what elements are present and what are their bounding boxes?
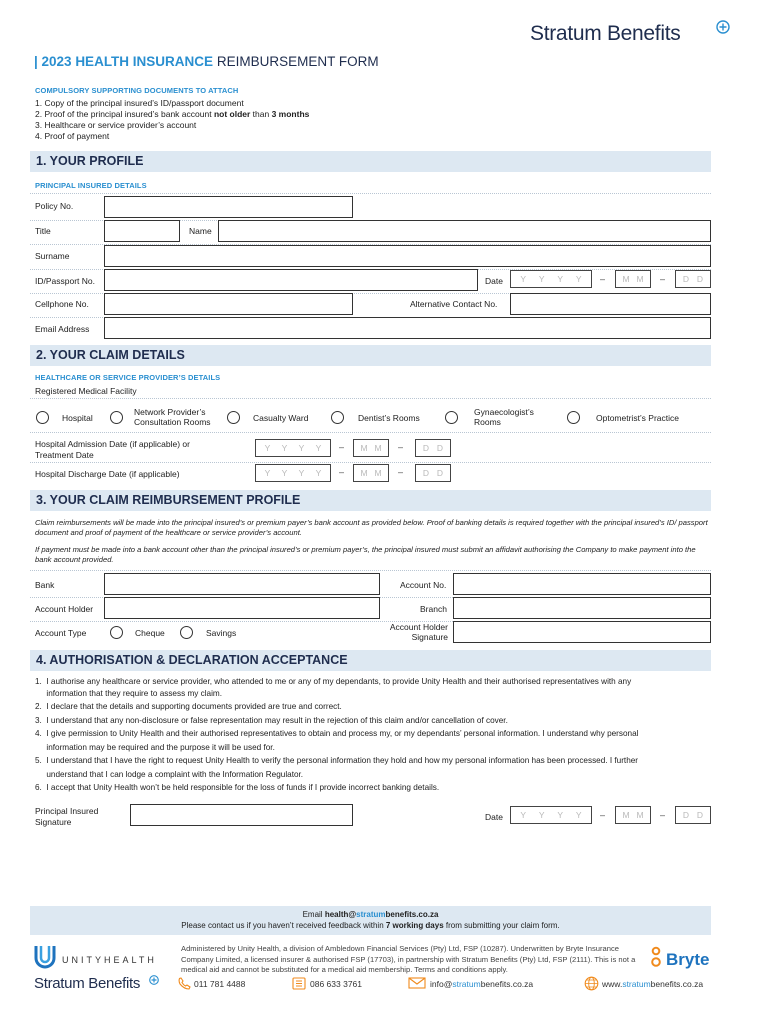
date-label: Date [485, 276, 503, 286]
branch-label: Branch [420, 604, 447, 614]
discharge-label: Hospital Discharge Date (if applicable) [35, 469, 180, 479]
email-input[interactable] [104, 317, 711, 339]
id-label: ID/Passport No. [35, 276, 95, 286]
savings-label: Savings [206, 628, 237, 638]
declaration-item: understand that I can lodge a complaint with the Information Regulator. [35, 769, 304, 779]
unity-health-logo-text: UNITYHEALTH [62, 955, 157, 965]
date-day-input[interactable]: D D [675, 270, 711, 288]
date-dash: – [339, 442, 345, 452]
declaration-item: 5. I understand that I have the right to request Unity Health to verify the personal information they hold and how my personal information has been processed. I further [35, 756, 639, 765]
docs-list [35, 98, 309, 142]
declaration-item: 2. I declare that the details and supporting documents provided are true and correct. [35, 702, 342, 711]
radio-casualty[interactable] [227, 411, 240, 424]
bank-input[interactable] [104, 573, 380, 595]
discharge-year-input[interactable]: Y Y Y Y [255, 464, 331, 482]
declaration-list [35, 676, 715, 794]
docs-item: 2. Proof of the principal insured’s bank account not older than 3 months [35, 109, 310, 119]
signature-date-label: Date [485, 812, 503, 822]
radio-hospital[interactable] [36, 411, 49, 424]
cellphone-input[interactable] [104, 293, 353, 315]
admission-year-input[interactable]: Y Y Y Y [255, 439, 331, 457]
signature-year-input[interactable]: Y Y Y Y [510, 806, 592, 824]
title-suffix: REIMBURSEMENT FORM [213, 54, 379, 69]
option-casualty: Casualty Ward [253, 413, 309, 423]
section-profile-header: 1. YOUR PROFILE [30, 151, 711, 172]
discharge-day-input[interactable]: D D [415, 464, 451, 482]
plus-circle-icon [149, 975, 159, 985]
signature-day-input[interactable]: D D [675, 806, 711, 824]
provider-heading: HEALTHCARE OR SERVICE PROVIDER’S DETAILS [35, 373, 221, 382]
date-year-input[interactable]: Y Y Y Y [510, 270, 592, 288]
date-month-input[interactable]: M M [615, 270, 651, 288]
docs-item: 3. Healthcare or service provider’s account [35, 120, 197, 130]
radio-gynaecologist[interactable] [445, 411, 458, 424]
footer-contact-line: Please contact us if you haven’t received feedback within 7 working days from submitting your claim form. [181, 921, 560, 930]
section-reimbursement-header: 3. YOUR CLAIM REIMBURSEMENT PROFILE [30, 490, 711, 511]
radio-network-provider[interactable] [110, 411, 123, 424]
account-no-input[interactable] [453, 573, 711, 595]
page-title [34, 54, 379, 69]
option-optometrist: Optometrist’s Practice [596, 413, 679, 423]
declaration-item: 3. I understand that any non-disclosure or false representation may result in the rejection of this claim and/or cancellation of cover. [35, 715, 508, 725]
footer-website[interactable]: www.stratumbenefits.co.za [602, 979, 704, 989]
facility-label: Registered Medical Facility [35, 386, 137, 396]
policy-label: Policy No. [35, 201, 74, 211]
date-dash: – [660, 810, 666, 820]
docs-item: 1. Copy of the principal insured’s ID/passport document [35, 98, 244, 108]
mail-icon [408, 977, 426, 989]
option-dentist: Dentist’s Rooms [358, 413, 420, 423]
radio-savings[interactable] [180, 626, 193, 639]
footer-disclaimer: Administered by Unity Health, a division of Ambledown Financial Services (Pty) Ltd, FSP (10287). Underwritten by Bryte Insurance Company Limited, a licensed insurer & authorised FSP (17703), in partnership with Stratum Benefits (Pty) Ltd, FSP (2111). This is not a medical aid and cannot be substituted for a medical aid membership. Terms and conditions apply. [181, 944, 636, 974]
stratum-logo-text: Stratum Benefits [530, 22, 681, 45]
date-dash: – [398, 442, 404, 452]
option-gynaecologist: Gynaecologist’s Rooms [474, 407, 534, 427]
section-declaration-header: 4. AUTHORISATION & DECLARATION ACCEPTANCE [30, 650, 711, 671]
date-dash: – [600, 810, 606, 820]
signature-month-input[interactable]: M M [615, 806, 651, 824]
discharge-month-input[interactable]: M M [353, 464, 389, 482]
radio-dentist[interactable] [331, 411, 344, 424]
admission-day-input[interactable]: D D [415, 439, 451, 457]
docs-item: 4. Proof of payment [35, 131, 110, 141]
footer-stratum-logo [34, 975, 140, 993]
principal-insured-heading: PRINCIPAL INSURED DETAILS [35, 181, 147, 190]
policy-input[interactable] [104, 196, 353, 218]
title-input[interactable] [104, 220, 180, 242]
id-input[interactable] [104, 269, 478, 291]
reimbursement-note-1: Claim reimbursements will be made into the principal insured’s or premium payer’s bank account as provided below. Proof of banking details is required together with the principal insured’s ID/ passport document and proof of payment of the healthcare or service provider’s account. [35, 518, 708, 537]
date-dash: – [398, 467, 404, 477]
option-network-provider: Network Provider’s Consultation Rooms [134, 407, 211, 427]
surname-input[interactable] [104, 245, 711, 267]
plus-circle-icon [716, 20, 730, 34]
title-highlight: HEALTH INSURANCE [75, 54, 214, 69]
radio-optometrist[interactable] [567, 411, 580, 424]
account-type-label: Account Type [35, 628, 87, 638]
surname-label: Surname [35, 251, 70, 261]
date-dash: – [660, 274, 666, 284]
principal-signature-input[interactable] [130, 804, 353, 826]
radio-cheque[interactable] [110, 626, 123, 639]
bank-label: Bank [35, 580, 55, 590]
date-dash: – [600, 274, 606, 284]
footer-info-email[interactable]: info@stratumbenefits.co.za [430, 979, 534, 989]
fax-icon [291, 975, 307, 991]
reimbursement-note-2: If payment must be made into a bank account other than the principal insured’s or premium payer’s, the principal insured must submit an affidavit authorising the Company to make payment into the bank account provided. [35, 545, 696, 564]
admission-label: Hospital Admission Date (if applicable) or Treatment Date [35, 439, 190, 460]
option-hospital: Hospital [62, 413, 93, 423]
declaration-item: information that they require to assess my claim. [35, 688, 223, 698]
cellphone-label: Cellphone No. [35, 299, 89, 309]
account-holder-input[interactable] [104, 597, 380, 619]
globe-icon [584, 976, 599, 991]
section-claim-header: 2. YOUR CLAIM DETAILS [30, 345, 711, 366]
account-no-label: Account No. [400, 580, 447, 590]
declaration-item: information may be required and the purpose it will be used for. [35, 742, 275, 752]
unity-health-logo-icon [34, 944, 56, 970]
footer-email-line: Email health@stratumbenefits.co.za [302, 910, 439, 919]
holder-signature-input[interactable] [453, 621, 711, 643]
bryte-logo-icon [648, 946, 664, 968]
declaration-item: 4. I give permission to Unity Health and their authorised representatives to obtain and process my, or my dependants’ personal information. I understand why personal [35, 729, 639, 738]
cheque-label: Cheque [135, 628, 165, 638]
footer-fax[interactable]: 086 633 3761 [310, 979, 362, 989]
principal-signature-label: Principal Insured Signature [35, 806, 99, 827]
declaration-item: 6. I accept that Unity Health won’t be held responsible for the loss of funds if I provide incorrect banking details. [35, 783, 440, 792]
admission-month-input[interactable]: M M [353, 439, 389, 457]
alt-contact-label: Alternative Contact No. [410, 299, 498, 309]
name-label: Name [189, 226, 212, 236]
email-label: Email Address [35, 324, 90, 334]
bryte-logo-text: Bryte [666, 950, 710, 969]
title-prefix: | 2023 [34, 54, 76, 69]
footer-phone[interactable]: 011 781 4488 [194, 979, 246, 989]
alt-contact-input[interactable] [510, 293, 711, 315]
declaration-item: 1. I authorise any healthcare or service provider, who attended to me or any of my dependants, to provide Unity Health and their authorised representatives with any [35, 677, 632, 686]
account-holder-label: Account Holder [35, 604, 94, 614]
docs-heading: COMPULSORY SUPPORTING DOCUMENTS TO ATTACH [35, 86, 239, 95]
title-label: Title [35, 226, 51, 236]
holder-signature-label: Account Holder Signature [389, 622, 448, 642]
phone-icon [178, 977, 191, 990]
footer-stratum-text: Stratum Benefits [34, 975, 141, 992]
branch-input[interactable] [453, 597, 711, 619]
date-dash: – [339, 467, 345, 477]
name-input[interactable] [218, 220, 711, 242]
stratum-logo [530, 22, 730, 50]
